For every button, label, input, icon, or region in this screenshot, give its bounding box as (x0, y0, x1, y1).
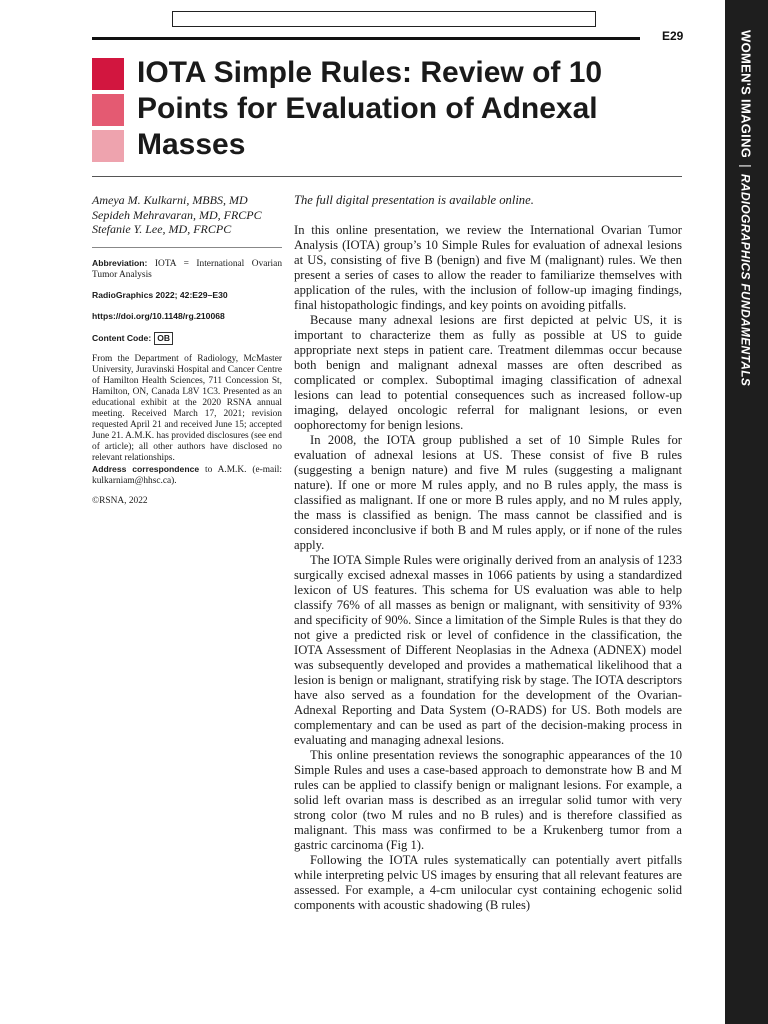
header-box (172, 11, 596, 27)
body-paragraph: This online presentation reviews the sonographic appearances of the 10 Simple Rules and uses a case-based approach to demonstrate how B and M rules can be applied to classify benign or malignant lesions. For example, a solid left ovarian mass is described as an irregular solid tumor with very strong color (two M rules and no B rules) and is therefore classified as malignant. This mass was confirmed to be a Krukenberg tumor from a gastric carcinoma (Fig 1). (294, 748, 682, 852)
title-accent-square-1 (92, 58, 124, 90)
doi-link[interactable]: https://doi.org/10.1148/rg.210068 (92, 310, 225, 321)
title-accent-square-3 (92, 130, 124, 162)
sidebar-label (739, 30, 754, 386)
body-paragraph: Because many adnexal lesions are first depicted at pelvic US, it is important to characterize them as fully as possible at US to guide appropriate next steps in patient care. Treatment dilemmas occur because both benign and malignant adnexal masses are often described as complicated or complex. Suboptimal imaging classification of adnexal lesions can lead to potential consequences such as increased follow-up imaging, delayed oncologic referral for malignant lesions, or even oophorectomy for benign lesions. (294, 313, 682, 432)
correspondence-text: to A.M.K. (e-mail: kulkarniam@hhsc.ca). (92, 464, 283, 486)
content-code (92, 332, 282, 345)
article-body (294, 193, 682, 913)
abbreviation-label: Abbreviation: (92, 257, 148, 268)
abbreviation (92, 258, 282, 281)
body-paragraph: Following the IOTA rules systematically can potentially avert pitfalls while interpreting pelvic US images by ensuring that all relevant features are assessed. For example, a 4-cm unilocular cyst containing echogenic solid components with acoustic shadowing (B rules) (294, 853, 682, 912)
metadata-rule (92, 247, 282, 248)
article-title: IOTA Simple Rules: Review of 10 Points for Evaluation of Adnexal Masses (137, 56, 603, 161)
header-rule (92, 37, 640, 40)
citation-text: RadioGraphics 2022; 42:E29–E30 (92, 289, 228, 300)
title-rule (92, 176, 682, 177)
body-paragraph: The IOTA Simple Rules were originally derived from an analysis of 1233 surgically excised adnexal masses in 1066 patients by using a standardized lexicon of US features. This schema for US evaluation was able to help classify 76% of all masses as benign or malignant, with sensitivity of 93% and specificity of 90%. Since a limitation of the Simple Rules is that they do not give a predicted risk or level of confidence in the classification, the IOTA Assessment of Different Neoplasias in the Adnexa (ADNEX) model was subsequently developed and provides a mathematical likelihood that a lesion is benign or malignant, stratifying risk by stage. The IOTA descriptors have also served as a foundation for the development of the Ovarian-Adnexal Reporting and Data System (O-RADS) for US. Both models are complementary and can be used as part of the decision-making process in evaluating and managing adnexal lesions. (294, 553, 682, 747)
affiliation (92, 354, 282, 487)
affiliation-text: From the Department of Radiology, McMaster University, Juravinski Hospital and Cancer Centre of Hamilton Health Sciences, 711 Concession St, Hamilton, ON, Canada L8V 1C3. Presented as an educational exhibit at the 2020 RSNA annual meeting. Received March 17, 2021; revision requested April 21 and received June 15; accepted June 21. A.M.K. has provided disclosures (see end of article); all other authors have disclosed no relevant relationships. (92, 353, 282, 463)
citation (92, 290, 282, 302)
title-accent-square-2 (92, 94, 124, 126)
author: Ameya M. Kulkarni, MBBS, MD (92, 193, 248, 207)
author-list (92, 193, 282, 237)
sidebar-section: WOMEN'S IMAGING (738, 30, 754, 159)
correspondence-label: Address correspondence (92, 463, 200, 474)
article-metadata (92, 193, 282, 507)
sidebar-separator: | (738, 164, 754, 168)
author: Sepideh Mehravaran, MD, FRCPC (92, 207, 262, 222)
online-note: The full digital presentation is available online. (294, 193, 534, 207)
copyright: ©RSNA, 2022 (92, 495, 148, 506)
content-code-badge: OB (154, 332, 173, 345)
author: Stefanie Y. Lee, MD, FRCPC (92, 222, 232, 236)
abbreviation-text: IOTA = International Ovarian Tumor Analysis (92, 258, 283, 280)
page-number: E29 (662, 29, 684, 43)
body-paragraph: In this online presentation, we review the International Ovarian Tumor Analysis (IOTA) group’s 10 Simple Rules for evaluation of adnexal lesions at US, consisting of five B (benign) and five M (malignant) rules. We then present a series of cases to allow the reader to familiarize themselves with application of the rules, with the inclusion of follow-up imaging findings, final histopathologic findings, and key points on avoiding pitfalls. (294, 223, 682, 312)
body-paragraph: In 2008, the IOTA group published a set of 10 Simple Rules for evaluation of adnexal lesions at US. These consist of five B rules (suggesting a benign nature) and five M rules (suggesting a malignant nature). If one or more M rules apply, and no B rules apply, the mass is classified as malignant. If one or more B rules apply, and no M rules apply, the mass is classified as benign. The mass cannot be classified and is considered inconclusive if both B and M rules apply, or if none of the rules apply. (294, 433, 682, 552)
doi[interactable] (92, 311, 282, 323)
sidebar-subsection: RADIOGRAPHICS FUNDAMENTALS (738, 173, 753, 387)
content-code-label: Content Code: (92, 332, 152, 343)
